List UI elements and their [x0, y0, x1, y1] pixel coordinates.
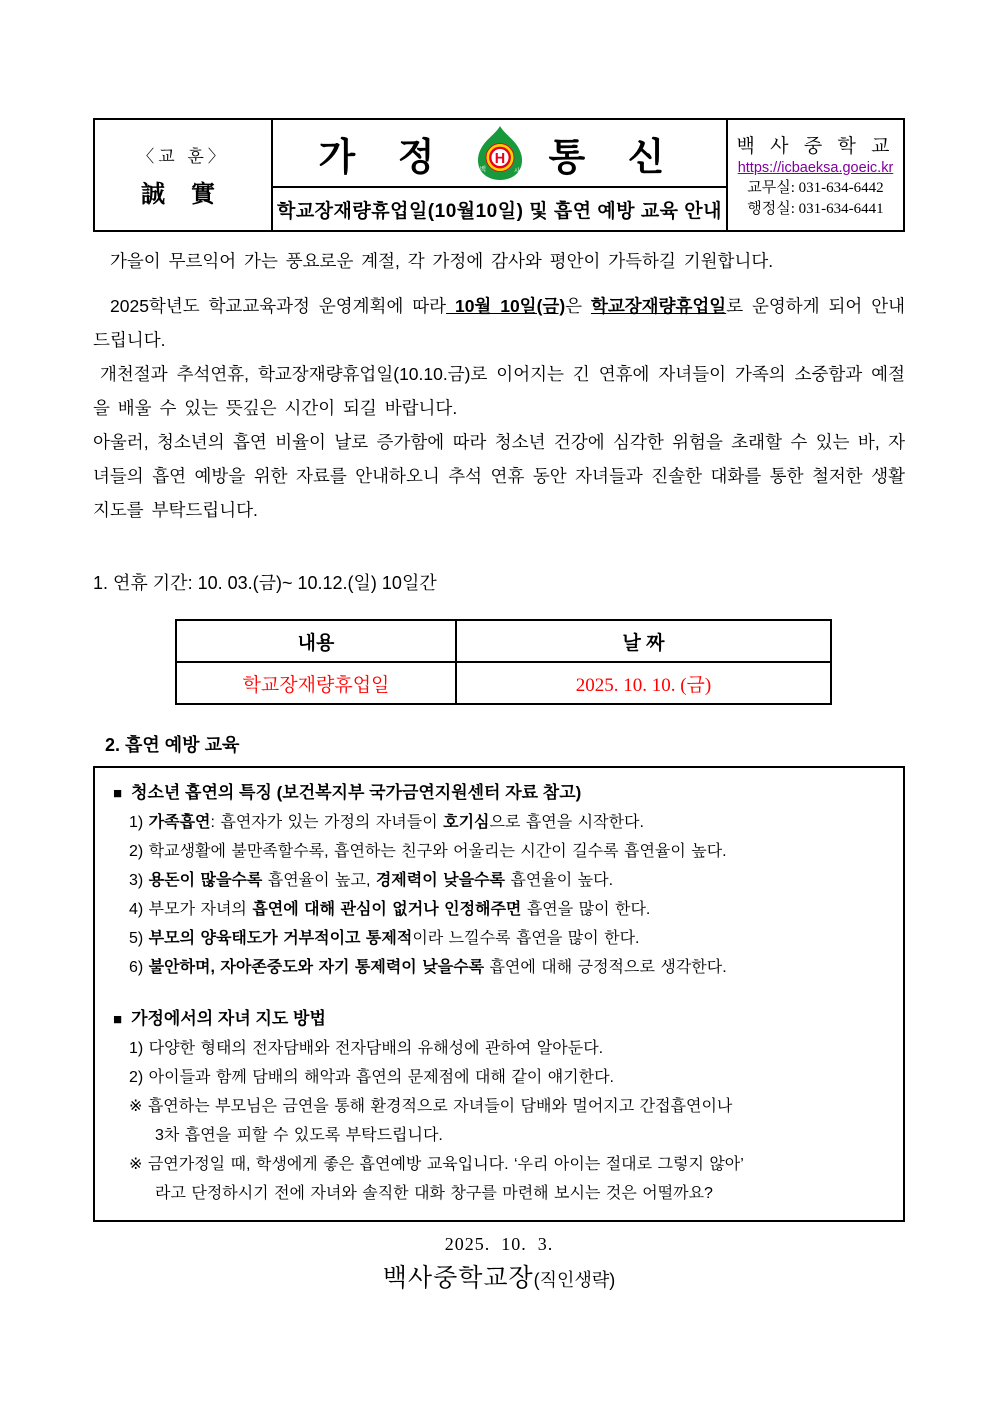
masthead-center	[273, 120, 726, 230]
list-item: 2) 학교생활에 불만족할수록, 흡연하는 친구와 어울리는 시간이 길수록 흡연율이 높다.	[129, 843, 727, 860]
intro-paragraph-2: 2025학년도 학교교육과정 운영계획에 따라 10월 10일(금)은 학교장재량휴업일로 운영하게 되어 안내드립니다.	[93, 296, 906, 350]
list-item-continuation: 3차 흡연을 피할 수 있도록 부탁드립니다.	[155, 1127, 443, 1144]
list-item: 6) 불안하며, 자아존중도와 자기 통제력이 낮을수록 흡연에 대해 긍정적으로 생각한다.	[129, 959, 727, 976]
smoking-education-box	[93, 766, 905, 1222]
motto-label: 〈교 훈〉	[137, 146, 229, 166]
motto-value: 誠 實	[141, 181, 225, 208]
part1-title-text: 청소년 흡연의 특징 (보건복지부 국가금연지원센터 자료 참고)	[131, 783, 582, 802]
list-item: 1) 가족흡연: 흡연자가 있는 가정의 자녀들이 호기심으로 흡연을 시작한다.	[129, 814, 644, 831]
newsletter-subtitle: 학교장재량휴업일(10월10일) 및 흡연 예방 교육 안내	[276, 200, 723, 222]
subtitle-row	[273, 188, 726, 230]
school-motto-cell	[95, 120, 273, 230]
office-phone: 교무실: 031-634-6442	[747, 179, 884, 196]
table-row	[176, 662, 831, 704]
list-item-continuation: 라고 단정하시기 전에 자녀와 솔직한 대화 창구를 마련해 보시는 것은 어떨까요?	[155, 1185, 713, 1202]
column-header-content: 내용	[176, 620, 456, 662]
list-item: 1) 다양한 형태의 전자담배와 전자담배의 유해성에 관하여 알아둔다.	[129, 1040, 604, 1057]
list-item: 3) 용돈이 많을수록 흡연율이 높고, 경제력이 낮을수록 흡연율이 높다.	[129, 872, 614, 889]
intro-paragraph-3: 개천절과 추석연휴, 학교장재량휴업일(10.10.금)로 이어지는 긴 연휴에 자녀들이 가족의 소중함과 예절을 배울 수 있는 뜻깊은 시간이 되길 바랍니다.	[93, 364, 905, 418]
school-website-link[interactable]: https://icbaeksa.goeic.kr	[737, 159, 894, 176]
issue-date: 2025. 10. 3.	[444, 1234, 554, 1254]
principal-signature: 백사중학교장	[382, 1264, 534, 1292]
section1-heading: 1. 연휴 기간: 10. 03.(금)~ 10.12.(일) 10일간	[93, 573, 437, 593]
section2-heading: 2. 흡연 예방 교육	[105, 735, 240, 755]
masthead	[93, 118, 905, 232]
footer	[93, 1234, 905, 1294]
list-item: 2) 아이들과 함께 담배의 해악과 흡연의 문제점에 대해 같이 얘기한다.	[129, 1069, 614, 1086]
title-left: 가 정	[318, 136, 451, 179]
intro-paragraph-4: 아울러, 청소년의 흡연 비율이 날로 증가함에 따라 청소년 건강에 심각한 위험을 초래할 수 있는 바, 자녀들의 흡연 예방을 위한 자료를 안내하오니 추석 연휴 동안 자녀들과 진솔한 대화를 통한 철저한 생활지도를 부탁드립니다.	[93, 432, 905, 520]
black-square-icon: ■	[113, 1011, 123, 1028]
stamp-omitted-note: (직인생략)	[533, 1270, 616, 1290]
intro-paragraph-1: 가을이 무르익어 가는 풍요로운 계절, 각 가정에 감사와 평안이 가득하길 기원합니다.	[110, 251, 774, 271]
title-right: 통 신	[548, 136, 681, 179]
admin-phone: 행정실: 031-634-6441	[747, 200, 884, 217]
list-item: ※ 금연가정일 때, 학생에게 좋은 흡연예방 교육입니다. ‘우리 아이는 절대로 그렇지 않아’	[129, 1156, 744, 1173]
signature-line	[93, 1258, 905, 1294]
holiday-date-cell: 2025. 10. 10. (금)	[456, 662, 831, 704]
black-square-icon: ■	[113, 785, 123, 802]
school-logo-icon	[473, 124, 527, 182]
part2-title	[109, 1004, 889, 1034]
holiday-table	[175, 619, 832, 705]
list-item: 5) 부모의 양육태도가 거부적이고 통제적이라 느낄수록 흡연을 많이 한다.	[129, 930, 640, 947]
list-item: 4) 부모가 자녀의 흡연에 대해 관심이 없거나 인정해주면 흡연을 많이 한다.	[129, 901, 651, 918]
logo-side-left: 백	[479, 166, 486, 173]
logo-letter: H	[494, 150, 505, 167]
intro-section	[93, 244, 905, 527]
logo-side-right: 사	[513, 167, 520, 175]
newsletter-title-row	[273, 120, 726, 188]
list-item: ※ 흡연하는 부모님은 금연을 통해 환경적으로 자녀들이 담배와 멀어지고 간접흡연이나	[129, 1098, 733, 1115]
holiday-table-header-row	[176, 620, 831, 662]
school-name: 백 사 중 학 교	[736, 135, 895, 157]
column-header-date: 날 짜	[456, 620, 831, 662]
holiday-name-cell: 학교장재량휴업일	[176, 662, 456, 704]
part2-title-text: 가정에서의 자녀 지도 방법	[131, 1009, 326, 1028]
school-info-cell	[726, 120, 903, 230]
part1-title	[109, 778, 889, 808]
